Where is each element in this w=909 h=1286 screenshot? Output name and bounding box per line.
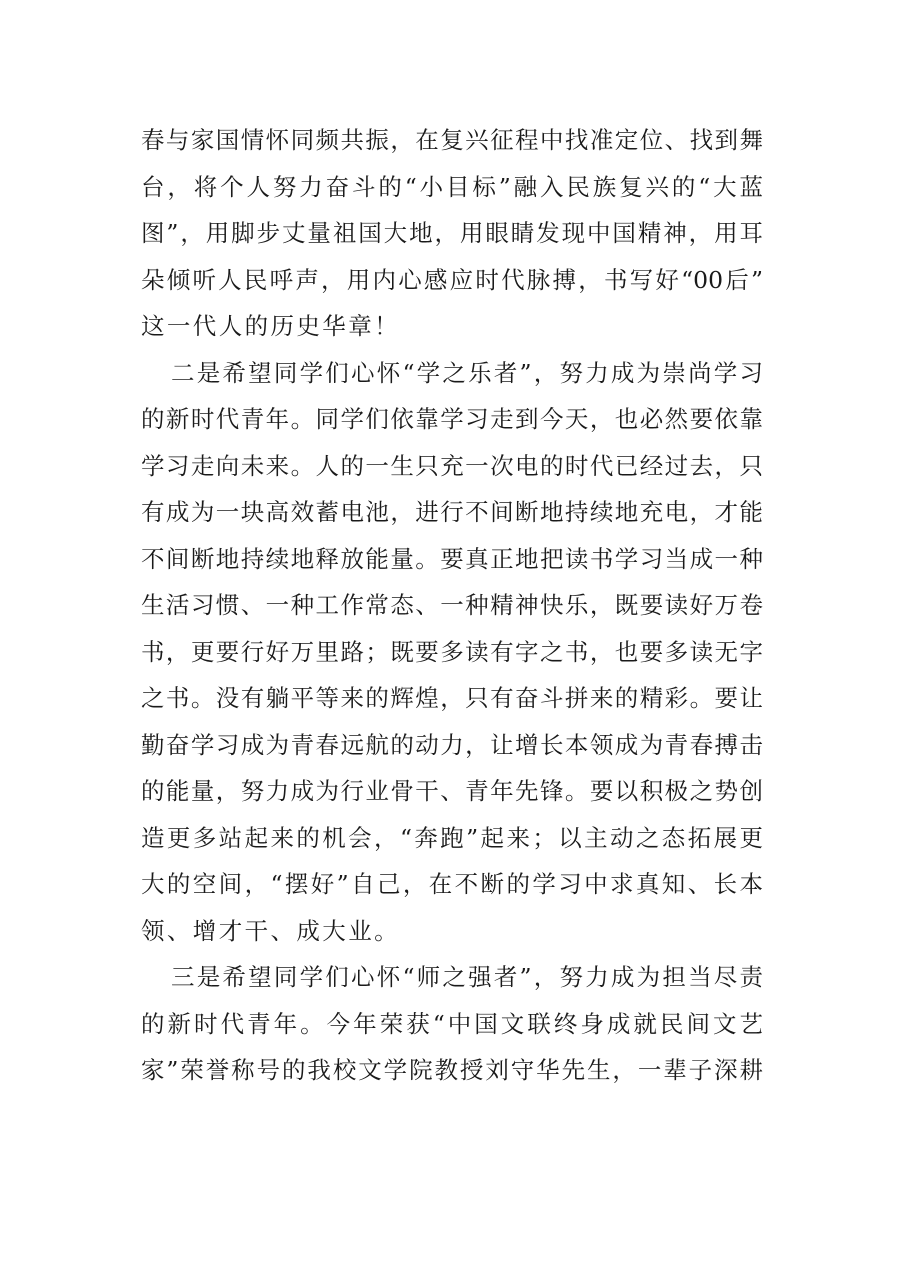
text-line-4: 朵倾听人民呼声，用内心感应时代脉搏，书写好“00后” (141, 265, 763, 294)
text-line-8: 学习走向未来。人的一生只充一次电的时代已经过去，只 (141, 451, 763, 480)
text-line-16: 造更多站起来的机会，“奔跑”起来；以主动之态拓展更 (141, 823, 763, 852)
text-line-7: 的新时代青年。同学们依靠学习走到今天，也必然要依靠 (141, 405, 763, 433)
text-line-10: 不间断地持续地释放能量。要真正地把读书学习当成一种 (141, 544, 763, 573)
text-line-15: 的能量，努力成为行业骨干、青年先锋。要以积极之势创 (141, 777, 763, 805)
text-line-21: 家”荣誉称号的我校文学院教授刘守华先生，一辈子深耕 (141, 1056, 763, 1084)
text-line-11: 生活习惯、一种工作常态、一种精神快乐，既要读好万卷 (141, 591, 763, 619)
text-line-9: 有成为一块高效蓄电池，进行不间断地持续地充电，才能 (141, 498, 763, 526)
text-line-20: 的新时代青年。今年荣获“中国文联终身成就民间文艺 (141, 1009, 763, 1038)
text-line-19: 三是希望同学们心怀“师之强者”，努力成为担当尽责 (171, 963, 763, 991)
text-line-3: 图”，用脚步丈量祖国大地，用眼睛发现中国精神，用耳 (141, 219, 763, 247)
text-line-5: 这一代人的历史华章！ (141, 312, 400, 340)
text-line-17: 大的空间，“摆好”自己，在不断的学习中求真知、长本 (141, 870, 763, 898)
text-line-14: 勤奋学习成为青春远航的动力，让增长本领成为青春搏击 (141, 730, 763, 759)
text-line-2: 台，将个人努力奋斗的“小目标”融入民族复兴的“大蓝 (141, 172, 763, 201)
text-line-6: 二是希望同学们心怀“学之乐者”，努力成为崇尚学习 (171, 358, 763, 387)
text-line-12: 书，更要行好万里路；既要多读有字之书，也要多读无字 (141, 637, 763, 666)
text-line-1: 春与家国情怀同频共振，在复兴征程中找准定位、找到舞 (141, 126, 763, 154)
text-line-18: 领、增才干、成大业。 (141, 916, 400, 945)
text-line-13: 之书。没有躺平等来的辉煌，只有奋斗拼来的精彩。要让 (141, 684, 763, 712)
body-text (141, 117, 763, 1094)
